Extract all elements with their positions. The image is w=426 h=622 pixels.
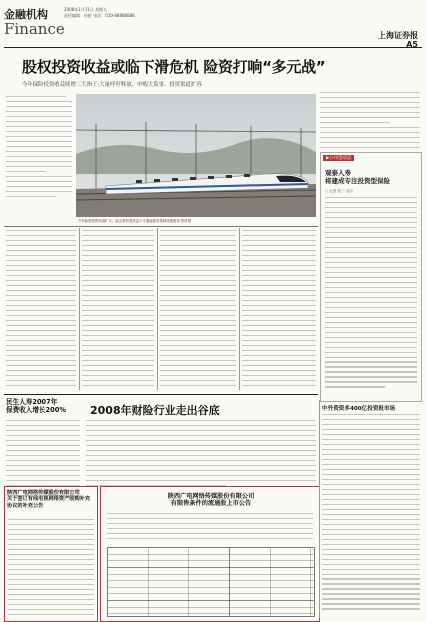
sidebar-text [325, 197, 417, 391]
body-col-3 [160, 230, 236, 390]
editor-info: 责任编辑：孙虹 电话：010-88888888 [64, 13, 135, 18]
section-title-en: Finance [4, 20, 65, 38]
ad-box-1 [4, 486, 98, 622]
ad2-title: 陕西广电网络传媒股份有限公司 有限售条件的流通股上市公告 [167, 493, 255, 508]
col-divider-2 [157, 228, 158, 390]
section-title-cn: 金融机构 [4, 8, 48, 21]
body-col-2 [82, 230, 154, 390]
lower-text-cols [86, 420, 316, 490]
col-divider-3 [239, 228, 240, 390]
lead-subhead: 今年保险投资收益续增三大指子:大量呼吁释放、申购大监事、投资渠道扩容 [22, 82, 202, 88]
col-divider-1 [79, 228, 80, 390]
masthead-rule [4, 47, 422, 48]
photo-caption: 今年险资投资渠道扩大，险企将有望获益于交通能源类基础设施建设 资料图 [78, 219, 191, 223]
sidebar-headline-2: 中外资资多400亿投资报市场 [322, 406, 396, 412]
page-number: A5 [406, 40, 418, 49]
sidebar-headline: 观泰人寿 将建成专注投资型保险 [325, 169, 390, 185]
ad-box-2 [100, 486, 320, 622]
mid-rule [4, 226, 318, 227]
sidebar-byline: ○ 记者 张三 北京 [325, 189, 354, 193]
lead-intro-text [6, 96, 72, 201]
main-title: 2008年财险行业走出谷底 [90, 404, 220, 417]
paper-name: 上海证券报 [378, 31, 418, 40]
body-col-4 [242, 230, 316, 390]
masthead [4, 4, 422, 48]
ad2-table [107, 547, 315, 617]
sidebar-box [320, 152, 422, 402]
ad1-text [8, 519, 94, 619]
lower-right-divider [319, 400, 320, 618]
ad1-title: 陕西广电网络传媒股份有限公司 关于签订有线电视网络资产收购补充协议的补充公告 [7, 490, 91, 509]
lead-headline: 股权投资收益或临下滑危机 险资打响“多元战” [22, 58, 326, 76]
sidebar-2-text [322, 414, 420, 613]
ad2-text [107, 513, 313, 543]
body-col-1 [6, 230, 76, 390]
sidebar-tag: ▶公司金动态 [323, 155, 354, 161]
box1-title: 民生人寿2007年 保费收入增长200% [6, 398, 66, 414]
issue-date: 2008年1月11日 星期五 [64, 7, 108, 12]
lower-rule [4, 394, 318, 395]
lead-photo [76, 94, 316, 217]
lead-right-column [320, 92, 420, 157]
